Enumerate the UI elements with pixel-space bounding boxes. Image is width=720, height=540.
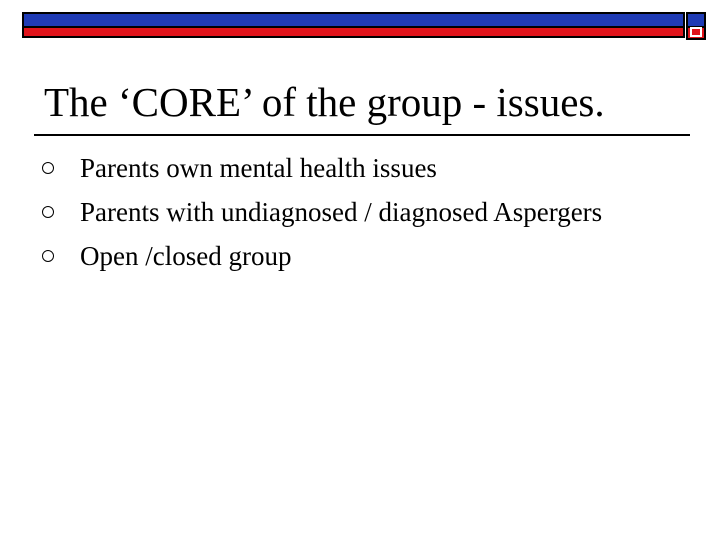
bullet-item	[42, 240, 682, 272]
bullet-item	[42, 196, 682, 228]
hollow-circle-bullet-icon	[42, 206, 54, 218]
slide-title: The ‘CORE’ of the group - issues.	[44, 79, 605, 125]
bullet-text: Open /closed group	[80, 241, 292, 271]
hollow-circle-bullet-icon	[42, 250, 54, 262]
top-decorative-band	[22, 12, 685, 40]
corner-inner-square	[690, 27, 702, 37]
red-stripe	[22, 28, 685, 38]
bullet-text: Parents own mental health issues	[80, 153, 437, 183]
bullet-text: Parents with undiagnosed / diagnosed Aspergers	[80, 197, 603, 227]
title-underline-rule	[34, 134, 690, 136]
blue-stripe	[22, 12, 685, 28]
bullet-item	[42, 152, 682, 184]
corner-decoration-icon	[686, 12, 706, 40]
hollow-circle-bullet-icon	[42, 162, 54, 174]
bullet-list	[42, 152, 682, 284]
corner-blue-block	[686, 12, 706, 28]
